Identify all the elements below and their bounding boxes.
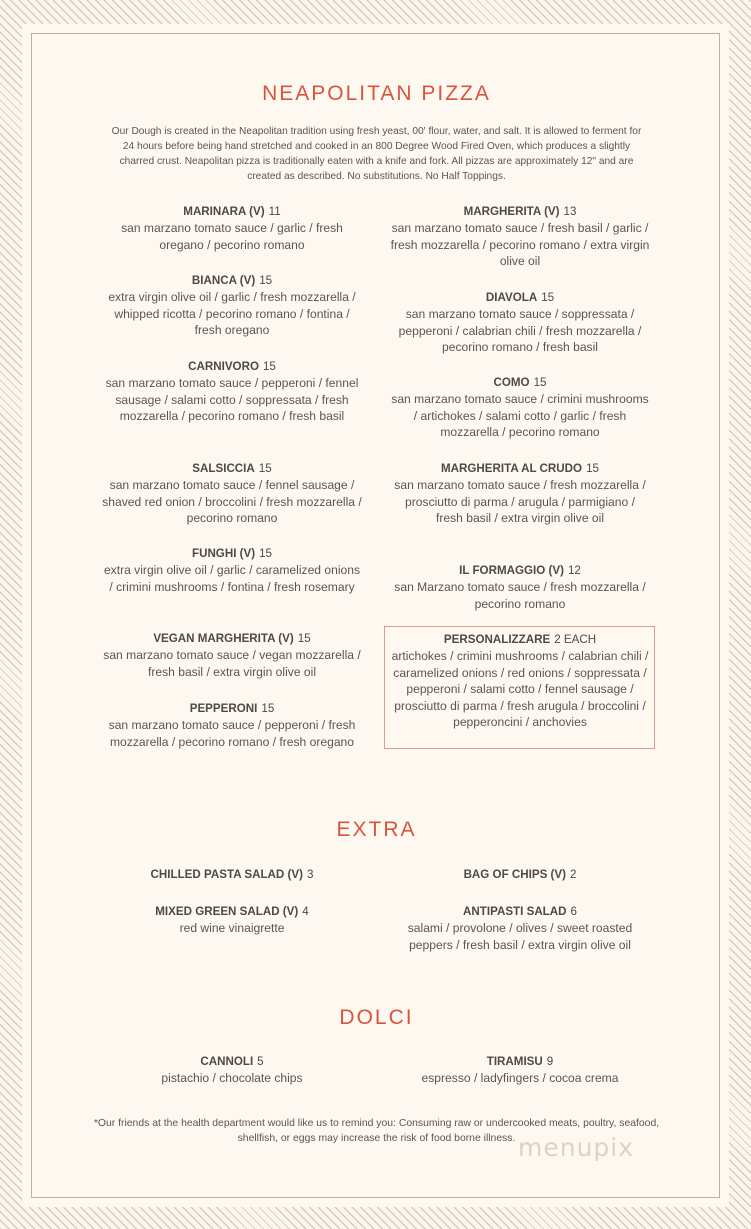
- watermark-logo: menupix: [518, 1133, 635, 1162]
- item-description: san marzano tomato sauce / fennel sausage / shaved red onion / broccolini / fresh mozzarella / pecorino romano: [102, 478, 362, 526]
- item-price: 15: [262, 360, 276, 373]
- item-name: PERSONALIZZARE: [443, 633, 551, 646]
- menu-item-mixed-green-salad: [102, 904, 362, 937]
- item-description: san marzano tomato sauce / garlic / fresh oregano / pecorino romano: [121, 221, 343, 252]
- item-price: 15: [297, 632, 311, 645]
- item-description: san marzano tomato sauce / crimini mushrooms / artichokes / salami cotto / garlic / fresh mozzarella / pecorino romano: [391, 392, 649, 440]
- menu-item-como: [390, 375, 650, 441]
- item-name: TIRAMISU: [486, 1055, 543, 1068]
- item-price: 15: [541, 291, 555, 304]
- item-price: 4: [302, 905, 309, 918]
- item-name: ANTIPASTI SALAD: [463, 905, 567, 918]
- menu-item-margherita-al-crudo: [390, 461, 650, 527]
- item-name: FUNGHI (V): [191, 547, 256, 560]
- menu-item-bag-of-chips: [390, 867, 650, 883]
- item-price: 15: [259, 547, 273, 560]
- item-name: PEPPERONI: [189, 702, 258, 715]
- item-description: san marzano tomato sauce / fresh mozzarella / prosciutto di parma / arugula / parmigiano / fresh basil / extra virgin olive oil: [394, 478, 646, 526]
- item-name: DIAVOLA: [485, 291, 538, 304]
- item-name: MARINARA (V): [183, 205, 265, 218]
- item-price: 15: [586, 462, 599, 475]
- item-name: CARNIVORO: [188, 360, 259, 373]
- menu-item-chilled-pasta-salad: [102, 867, 362, 883]
- item-price: 15: [258, 462, 272, 475]
- item-price: 13: [563, 205, 577, 218]
- item-description: extra virgin olive oil / garlic / caramelized onions / crimini mushrooms / fontina / fresh rosemary: [103, 563, 361, 594]
- item-description: salami / provolone / olives / sweet roasted peppers / fresh basil / extra virgin olive oil: [407, 921, 633, 952]
- item-description: artichokes / crimini mushrooms / calabrian chili / caramelized onions / red onions / soppressata / pepperoni / salami cotto / fennel sausage / prosciutto di parma / fresh arugula / broccolini / pepperoncini / anchovies: [391, 649, 649, 730]
- menu-panel: [31, 33, 720, 1198]
- item-description: san marzano tomato sauce / fresh basil / garlic / fresh mozzarella / pecorino romano / extra virgin olive oil: [390, 221, 650, 269]
- item-price: 6: [570, 905, 577, 918]
- item-name: IL FORMAGGIO (V): [459, 564, 564, 577]
- menu-item-cannoli: [102, 1054, 362, 1087]
- menu-item-salsiccia: [102, 461, 362, 527]
- item-name: VEGAN MARGHERITA (V): [153, 632, 294, 645]
- extra-section-title: EXTRA: [336, 818, 417, 841]
- menu-item-funghi: [102, 546, 362, 595]
- item-price: 12: [567, 564, 581, 577]
- item-name: MARGHERITA AL CRUDO: [441, 462, 583, 475]
- item-description: red wine vinaigrette: [179, 921, 285, 936]
- item-price: 9: [546, 1055, 554, 1068]
- pizza-intro: Our Dough is created in the Neapolitan tradition using fresh yeast, 00' flour, water, and salt. It is allowed to ferment for 24 hours before being hand stretched and cooked in an 800 Degree Wood Fired Oven, which produces a slightly charred crust. Neapolitan pizza is traditionally eaten with a knife and fork. All pizzas are approximately 12" and are created as described. No substitutions. No Half Toppings.: [111, 126, 642, 182]
- item-description: extra virgin olive oil / garlic / fresh mozzarella / whipped ricotta / pecorino romano / fontina / fresh oregano: [108, 290, 356, 338]
- item-price: 15: [259, 274, 273, 287]
- menu-item-vegan-margherita: [102, 631, 362, 680]
- item-name: CHILLED PASTA SALAD (V): [150, 868, 303, 881]
- item-description: espresso / ladyfingers / cocoa crema: [421, 1071, 619, 1086]
- menu-item-il-formaggio: [390, 563, 650, 612]
- health-footnote: *Our friends at the health department would like us to remind you: Consuming raw or undercooked meats, poultry, seafood, shellfish, or eggs may increase the risk of food borne illness.: [93, 1118, 660, 1144]
- item-price: 2 EACH: [554, 633, 597, 646]
- menu-item-margherita: [390, 204, 650, 270]
- item-price: 11: [268, 205, 281, 218]
- item-price: 5: [257, 1055, 264, 1068]
- item-description: san Marzano tomato sauce / fresh mozzarella / pecorino romano: [394, 580, 646, 611]
- item-description: san marzano tomato sauce / pepperoni / fresh mozzarella / pecorino romano / fresh oregano: [108, 718, 356, 749]
- item-name: BAG OF CHIPS (V): [463, 868, 566, 881]
- item-price: 15: [533, 376, 547, 389]
- menu-item-bianca: [102, 273, 362, 339]
- item-price: 2: [569, 868, 577, 881]
- dolci-section-title: DOLCI: [339, 1006, 414, 1029]
- menu-item-diavola: [390, 290, 650, 356]
- item-name: CANNOLI: [200, 1055, 254, 1068]
- item-description: san marzano tomato sauce / pepperoni / fennel sausage / salami cotto / soppressata / fresh mozzarella / pecorino romano / fresh basil: [105, 376, 359, 424]
- item-description: san marzano tomato sauce / soppressata / pepperoni / calabrian chili / fresh mozzarella / pecorino romano / fresh basil: [398, 307, 642, 355]
- menu-item-marinara: [102, 204, 362, 253]
- item-price: 15: [261, 702, 275, 715]
- item-name: MARGHERITA (V): [463, 205, 560, 218]
- menu-item-antipasti-salad: [390, 904, 650, 953]
- menu-item-pepperoni: [102, 701, 362, 750]
- item-description: pistachio / chocolate chips: [161, 1071, 303, 1086]
- menu-item-carnivoro: [102, 359, 362, 425]
- item-name: COMO: [493, 376, 530, 389]
- item-description: san marzano tomato sauce / vegan mozzarella / fresh basil / extra virgin olive oil: [103, 648, 361, 679]
- item-name: BIANCA (V): [191, 274, 256, 287]
- item-name: SALSICCIA: [192, 462, 255, 475]
- menu-item-tiramisu: [390, 1054, 650, 1087]
- menu-item-personalizzare: [390, 632, 650, 730]
- pizza-section-title: NEAPOLITAN PIZZA: [262, 82, 491, 105]
- item-price: 3: [306, 868, 314, 881]
- item-name: MIXED GREEN SALAD (V): [155, 905, 299, 918]
